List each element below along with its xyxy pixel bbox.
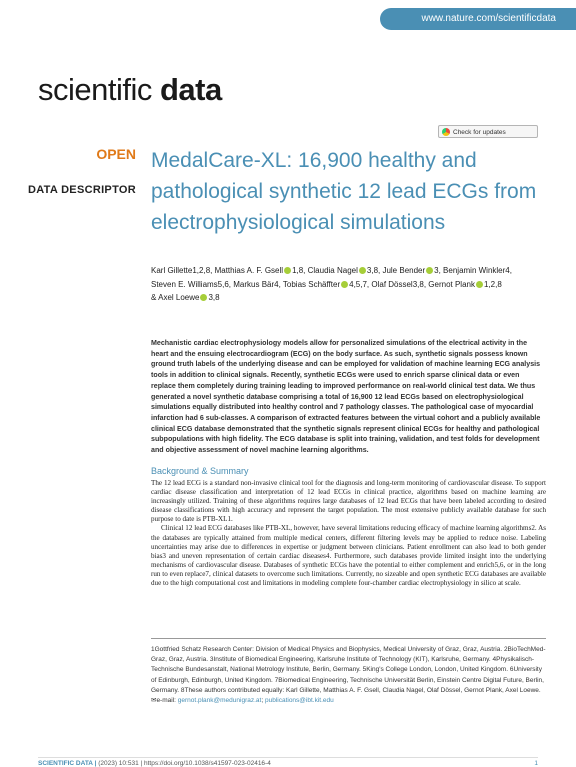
affiliations-footnote: 1Gottfried Schatz Research Center: Division of Medical Physics and Biophysics, Medical University of Graz, Graz, Austria. 2BioTechMed-Graz, Graz, Austria. 3Institute of Biomedical Engineering, Karlsruhe Institute of Technology (KIT), Karlsruhe, Germany. 4Physikalisch-Technische Bundesanstalt, National Metrology Institute, Berlin, Germany. 5King's College London, London, United Kingdom. 6University of Edinburgh, Edinburgh, United Kingdom. 7Biomedical Engineering, Technische Universität Berlin, Einstein Centre Digital Future, Berlin, Germany. 8These authors contributed equally: Karl Gillette, Matthias A. F. Gsell, Claudia Nagel, Olaf Dössel, Gernot Plank, Axel Loewe. ✉e-mail: gernot.plank@medunigraz.at; publications@ibt.kit.edu (151, 646, 546, 705)
orcid-icon[interactable] (200, 294, 207, 301)
article-title: MedalCare-XL: 16,900 healthy and pathological synthetic 12 lead ECGs from electrophysiological simulations (151, 149, 537, 234)
section-heading: Background & Summary (151, 466, 249, 476)
abstract: Mechanistic cardiac electrophysiology models allow for personalized simulations of the electrical activity in the heart and the ensuing electrocardiogram (ECG) on the body surface. As such, synthetic signals possess known ground truth labels of the underlying disease and can be employed for validation of machine learning ECG analysis tools in addition to clinical signals. Recently, synthetic ECGs were used to enrich sparse clinical data or even replace them completely during training leading to improved performance on real-world clinical test data. We thus generated a novel synthetic database comprising a total of 16,900 12 lead ECGs based on electrophysiological simulations equally distributed into healthy control and 7 pathology classes. The pathological case of myocardial infarction had 6 sub-classes. A comparison of extracted features between the virtual cohort and a publicly available clinical ECG database demonstrated that the synthetic signals represent clinical ECGs for healthy and pathological subpopulations with high fidelity. The ECG database is split into training, validation, and test folds for development and objective assessment of novel machine learning algorithms. (151, 339, 541, 455)
check-for-updates-button[interactable] (438, 125, 538, 138)
email-link[interactable]: gernot.plank@medunigraz.at (177, 697, 262, 705)
email-link[interactable]: publications@ibt.kit.edu (264, 697, 334, 705)
page-number: 1 (534, 760, 538, 767)
orcid-icon[interactable] (476, 281, 483, 288)
paragraph: Clinical 12 lead ECG databases like PTB-XL, however, have several limitations reducing efficacy of machine learning algorithms2. As the databases are typically attained from multiple medical centers, different filtering levels may be applied to reduce noise. Labeling uncertainties may arise due to differences in expertise or judgment between clinicians. Patient enrollment can also lead to both gender bias3 and uneven representation of certain cardiac diseases4. Furthermore, such databases provide limited insight into the underlying mechanisms of cardiovascular disease. Databases of synthetic ECGs have the potential to either complement and enrich5,6, or in the long run to even replace7, clinical datasets to overcome such limitations. Currently, no sizeable and open synthetic ECG databases are available due to the high computational cost and limitations in modeling complete four-chamber cardiac electrophysiology in silico at scale. (151, 524, 546, 588)
open-access-label: OPEN (96, 146, 136, 162)
orcid-icon[interactable] (341, 281, 348, 288)
orcid-icon[interactable] (284, 267, 291, 274)
orcid-icon[interactable] (359, 267, 366, 274)
paragraph: The 12 lead ECG is a standard non-invasive clinical tool for the diagnosis and long-term monitoring of cardiovascular disease. To support cardiac disease classification and interpretation of 12 lead ECGs in clinical practice, algorithms based on machine learning are increasingly utilized. Training of these algorithms requires large databases of 12 lead ECGs that have been labeled according to desired disease classifications with high accuracy and represent the target population. The most extensive publicly available database for such purpose to date is PTB-XL1. (151, 479, 546, 524)
author-list: Karl Gillette1,2,8, Matthias A. F. Gsell 1,8, Claudia Nagel 3,8, Jule Bender 3, Benjamin Winkler4, Steven E. Williams5,6, Markus Bär4, Tobias Schäffter 4,5,7, Olaf Dössel3,8, Gernot Plank 1,2,8 & Axel Loewe 3,8 (151, 266, 512, 302)
orcid-icon[interactable] (426, 267, 433, 274)
footer-citation[interactable]: (2023) 10:531 | https://doi.org/10.1038/s41597-023-02416-4 (98, 760, 271, 767)
page-footer (38, 760, 538, 767)
check-for-updates-label: Check for updates (453, 129, 506, 136)
body-text (151, 479, 546, 588)
footnote-divider (151, 638, 546, 639)
journal-logo: scientific data (38, 72, 222, 107)
crossmark-icon (442, 128, 450, 136)
article-type-label: DATA DESCRIPTOR (28, 184, 136, 196)
footer-journal: SCIENTIFIC DATA | (38, 760, 97, 767)
journal-url-banner[interactable]: www.nature.com/scientificdata (380, 8, 576, 30)
